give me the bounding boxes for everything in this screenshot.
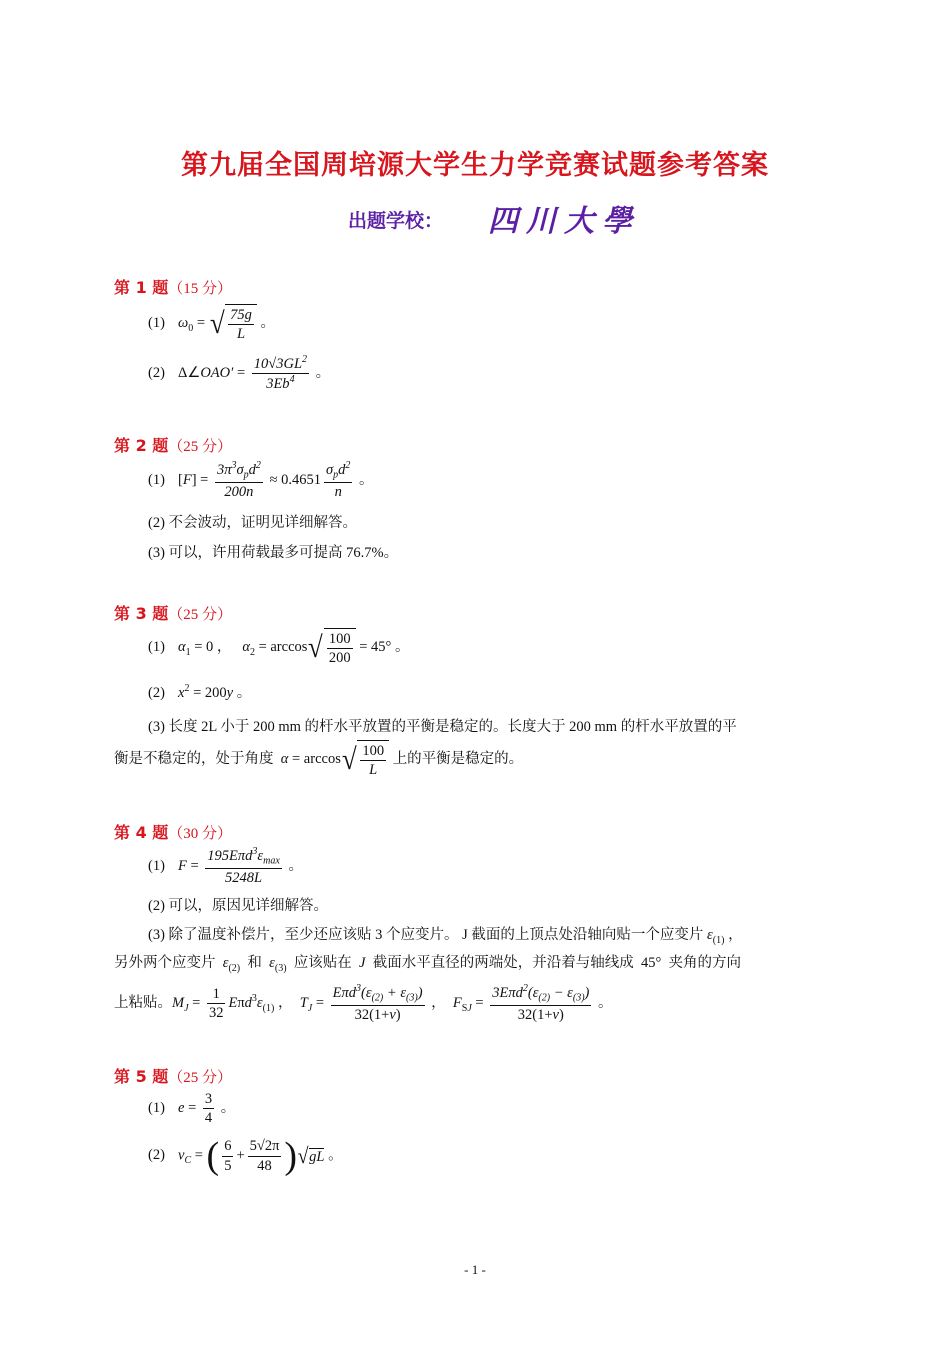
q5-answer-2: (2) $v_C$ = ( $\frac{6}{5}$ + $\frac{5√2\pi}{48}$ )√gL 。: [148, 1135, 343, 1177]
q2-answer-2: (2) 不会波动，证明见详细解答。: [148, 515, 358, 531]
q4-answer-1: (1) F = $\frac{195E\pi d^3\varepsilon_{max}}{5248L}$ 。: [148, 846, 303, 887]
q4-answer-3-line2: 另外两个应变片 $\varepsilon_{(2)}$ 和 $\varepsilon_{(3)}$ 应该贴在 J 截面水平直径的两端处，并沿着与轴线成 45° 夹角的方向: [114, 955, 742, 974]
q4-answer-2: (2) 可以，原因见详细解答。: [148, 898, 329, 914]
q3-heading: 第 3 题（25 分）: [114, 604, 233, 623]
q4-answer-3-line3: 上粘贴。$M_J$ = $\frac{1}{32}$ $E\pi d^3\varepsilon_{(1)}$ ， $T_J$ = $\frac{E\pi d^3(\varepsilon_{(2)} + \varepsilon_{(3)})}{32(1+\nu)}$ ， $F_{SJ}$ = $\frac{3E\pi d^2(\varepsilon_{(2)} - \varepsilon_{(3)})}{32(1+\nu)}$ 。: [114, 983, 613, 1024]
q3-answer-2: (2) $x^2 = 200y$ 。: [148, 683, 252, 701]
page-title: 第九届全国周培源大学生力学竞赛试题参考答案: [181, 150, 769, 181]
q3-answer-1: (1) $\alpha_1 = 0$ ， $\alpha_2 = \arccos√$ $\frac{100}{200}$ = 45° 。: [148, 628, 409, 667]
q5-answer-1: (1) e = $\frac{3}{4}$ 。: [148, 1091, 236, 1127]
q3-answer-3-line2: 衡是不稳定的，处于角度 α = arccos√ $\frac{100}{L}$ 上的平衡是稳定的。: [114, 740, 523, 779]
school-logo: 四川大學: [488, 204, 640, 239]
q2-answer-1: (1) [F] = $\frac{3\pi^3\sigma_pd^2}{200n}$ ≈ 0.4651 $\frac{\sigma_pd^2}{n}$ 。: [148, 460, 374, 501]
q2-heading: 第 2 题（25 分）: [114, 436, 233, 455]
q1-answer-2: (2) Δ∠OAO′ = $\frac{10√3GL^2}{3Eb^4}$ 。: [148, 354, 331, 392]
q2-answer-3: (3) 可以，许用荷载最多可提高 76.7%。: [148, 545, 399, 561]
q4-heading: 第 4 题（30 分）: [114, 823, 233, 842]
school-label: 出题学校：: [348, 210, 444, 232]
q4-answer-3-line1: (3) 除了温度补偿片，至少还应该贴 3 个应变片。 J 截面的上顶点处沿轴向贴一个应变片 $\varepsilon_{(1)}$ ，: [148, 927, 743, 946]
q1-answer-1: (1) $\omega_0$ = √ $\frac{75g}{L}$ 。: [148, 304, 275, 343]
q1-heading: 第 1 题（15 分）: [114, 278, 233, 297]
q3-answer-3-line1: (3) 长度 2L 小于 200 mm 的杆水平放置的平衡是稳定的。长度大于 200 mm 的杆水平放置的平: [148, 719, 737, 735]
q5-heading: 第 5 题（25 分）: [114, 1067, 233, 1086]
page-number: - 1 -: [464, 1262, 486, 1277]
